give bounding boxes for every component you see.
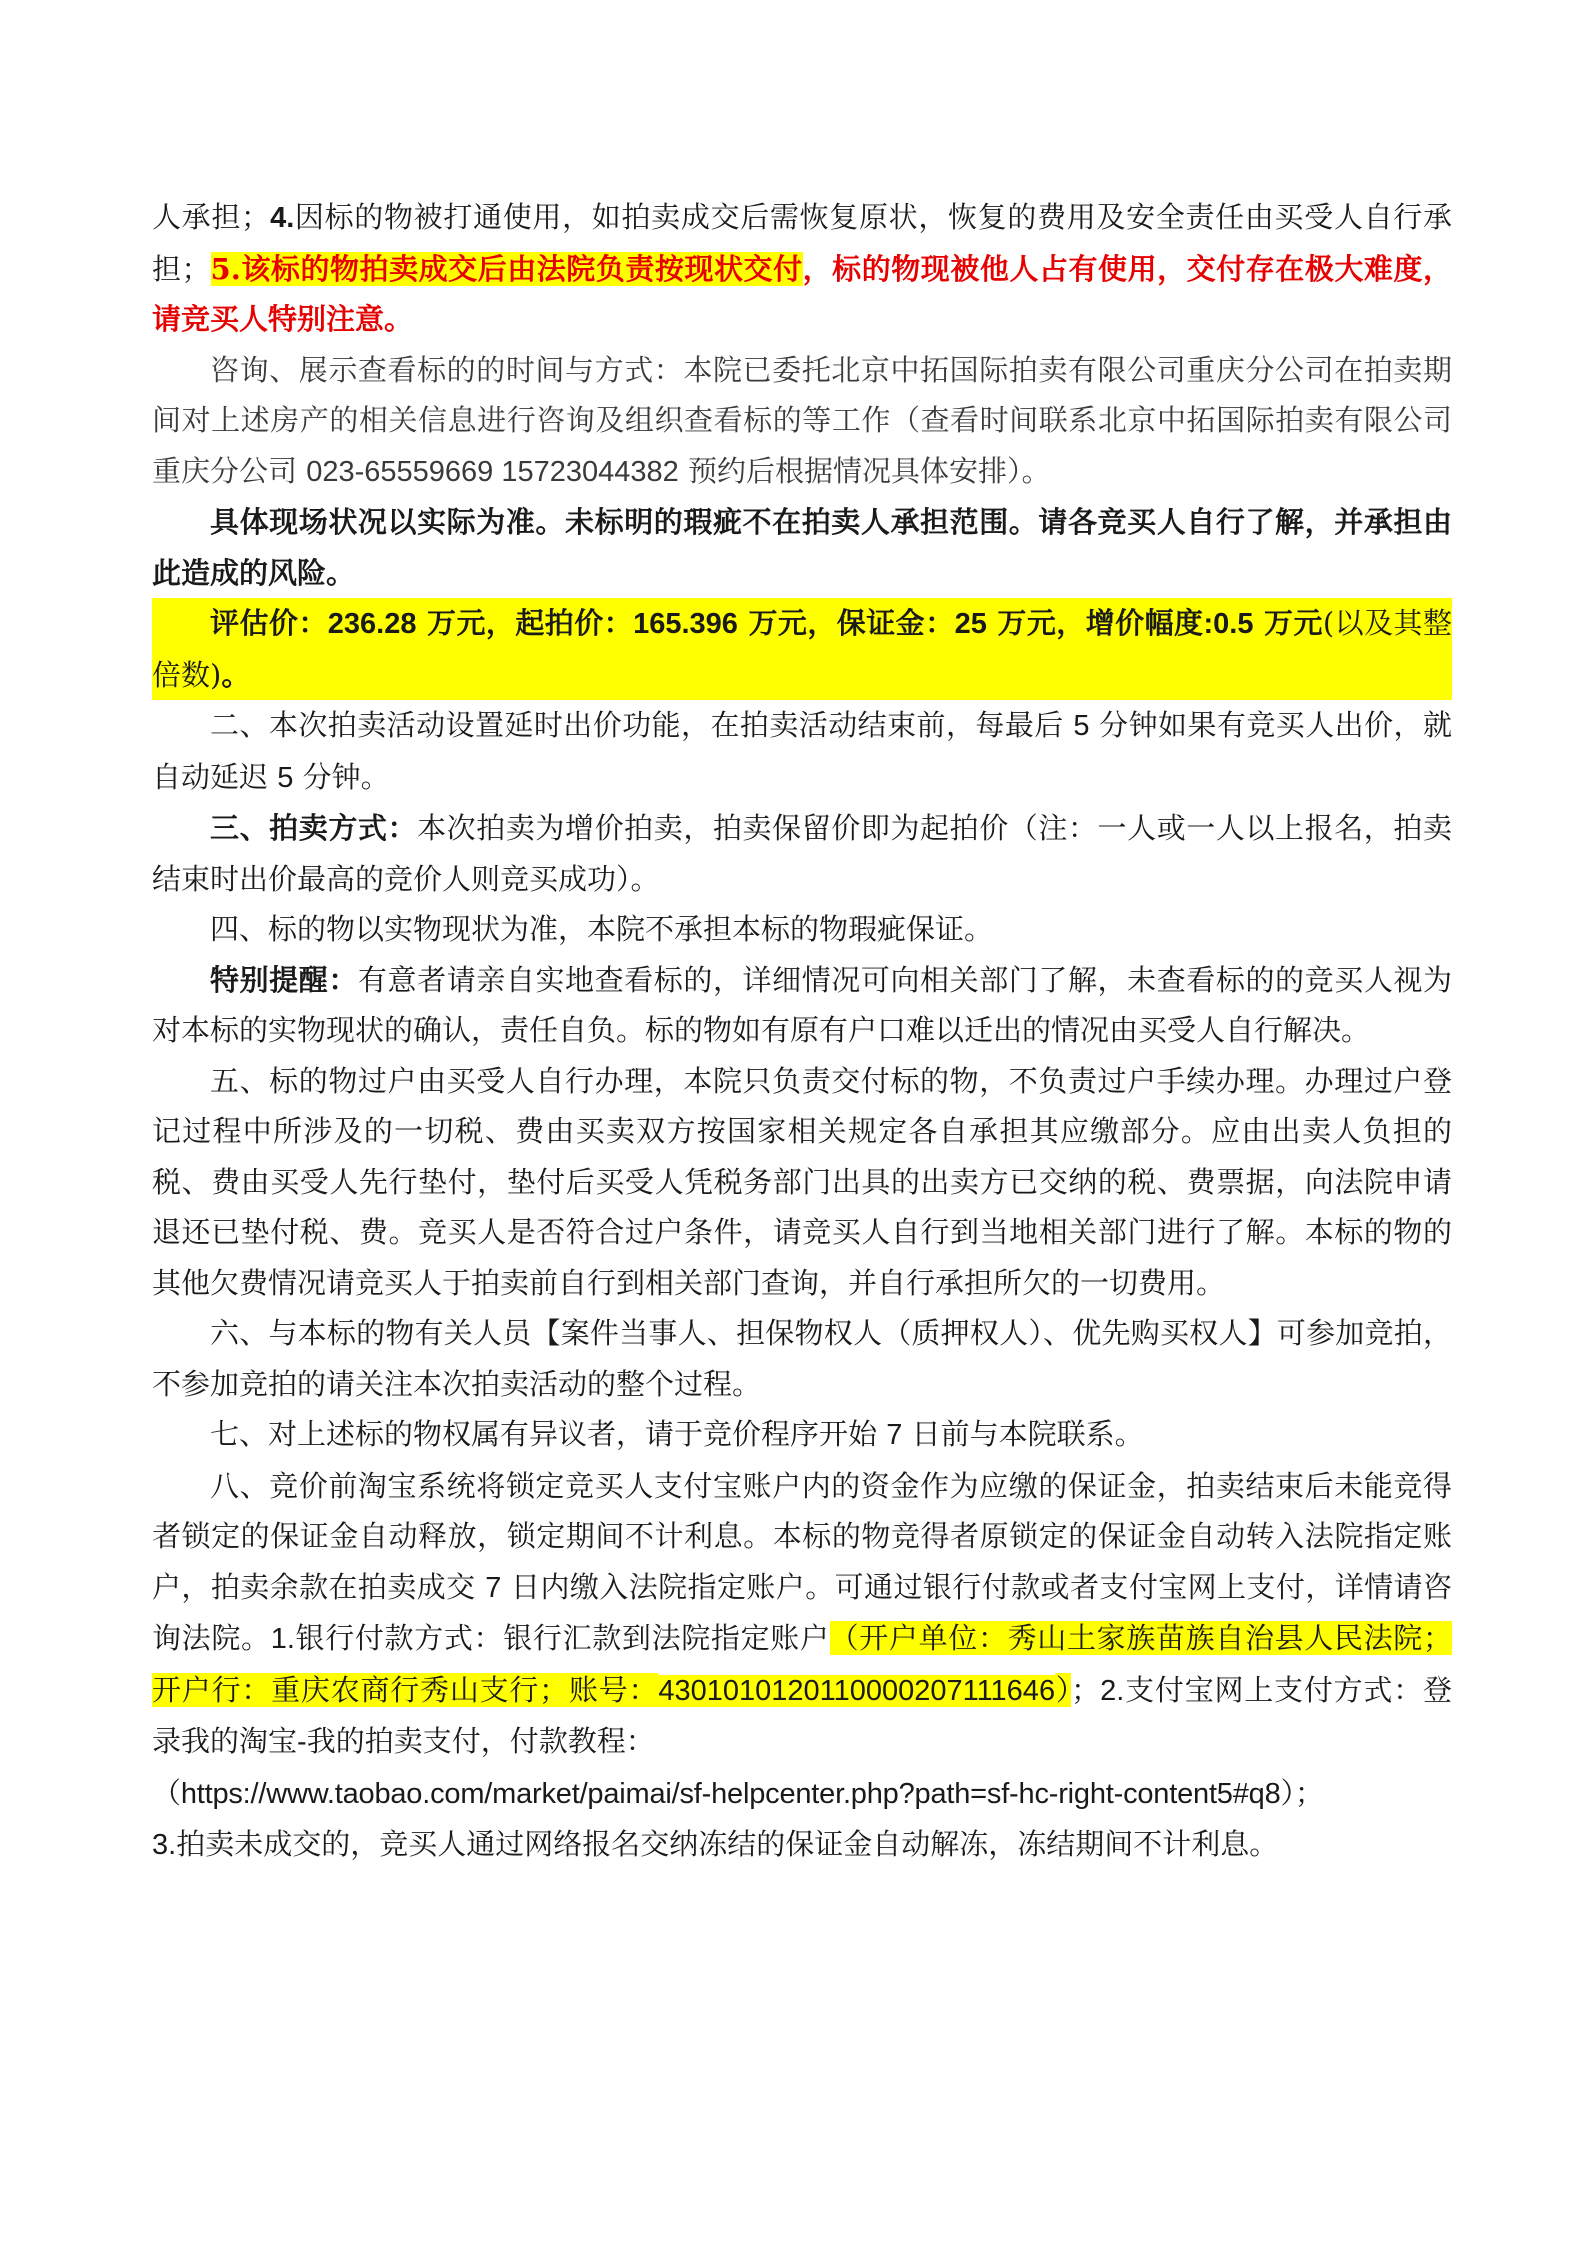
increment-value: :0.5 xyxy=(1203,608,1254,640)
contact-phones: 023-65559669 15723044382 xyxy=(306,455,679,488)
paragraph-related-persons xyxy=(152,1308,1452,1409)
text-run: 银行付款方式：银行汇款到法院指定账户 xyxy=(294,1621,830,1655)
text-run: 有意者请亲自实地查看标的，详细情况可向相关部门了解，未查看标的的竞买人视为对本标的实物现状的确认，责任自负。标的物如有原有户口难以迁出的情况由买受人自行解决。 xyxy=(152,962,1452,1047)
section-label: 三、拍卖方式： xyxy=(210,811,418,845)
paragraph-transfer xyxy=(152,1056,1452,1309)
starting-price-value: 165.396 xyxy=(633,608,738,640)
text-run: - xyxy=(297,1726,307,1758)
text-run: 预约后根据情况具体安排）。 xyxy=(678,453,1051,488)
paragraph-objection xyxy=(152,1409,1452,1461)
deposit-value: 25 xyxy=(954,608,987,640)
text-run: 。 xyxy=(221,657,251,692)
text-run: 五、标的物过户由买受人自行办理，本院只负责交付标的物，不负责过户手续办理。办理过户登记过程中所涉及的一切税、费由买卖双方按国家相关规定各自承担其应缴部分。应由出卖人负担的税、费由买受人先行垫付，垫付后买受人凭税务部门出具的出卖方已交纳的税、费票据，向法院申请退还已垫付税、费。竞买人是否符合过户条件，请竞买人自行到当地相关部门进行了解。本标的物的其他欠费情况请竞买人于拍卖前自行到相关部门查询，并自行承担所欠的一切费用。 xyxy=(152,1063,1452,1300)
text-run: 六、与本标的物有关人员【案件当事人、担保物权人（质押权人）、优先购买权人】可参加竞拍，不参加竞拍的请关注本次拍卖活动的整个过程。 xyxy=(152,1316,1452,1401)
paragraph-payment xyxy=(152,1461,1452,1768)
text-run: ； xyxy=(1071,1672,1101,1707)
text-run: 支付宝网上支付方式：登录我的淘宝 xyxy=(152,1672,1452,1758)
bank-account-info: （开户单位：秀山土家族苗族自治县人民法院；开户行：重庆农商行秀山支行；账号： xyxy=(152,1621,1452,1707)
label-deposit: 万元，保证金： xyxy=(737,606,955,640)
text-run: （ xyxy=(152,1775,181,1810)
paragraph-as-is xyxy=(152,904,1452,955)
item-number: 1. xyxy=(270,1623,295,1655)
text-run: 八、竞价前淘宝系统将锁定竞买人支付宝账户内的资金作为应缴的保证金，拍卖结束后未能竞得者锁定的保证金自动释放，锁定期间不计利息。本标的物竞得者原锁定的保证金自动转入法院指定账户，拍卖余款在拍卖成交 xyxy=(152,1468,1452,1604)
number: 7 xyxy=(886,1419,903,1451)
text-run: 二、本次拍卖活动设置延时出价功能，在拍卖活动结束前，每最后 xyxy=(210,708,1074,742)
text-run: ） xyxy=(1055,1672,1072,1707)
paragraph-delay-bidding xyxy=(152,700,1452,803)
label-appraisal: 评估价： xyxy=(210,606,328,640)
text-run: 因标的物被打通使用，如拍卖成交后需恢复原状，恢复的费用及安全责任由买受人自行承担； xyxy=(152,200,1452,286)
paragraph-unsold xyxy=(152,1819,1452,1871)
item-number: 2. xyxy=(1100,1674,1125,1707)
tutorial-link[interactable]: https://www.taobao.com/market/paimai/sf-helpcenter.php?path=sf-hc-right-content5#q8 xyxy=(180,1777,1281,1810)
multiples-note: (以及其整倍数) xyxy=(152,606,1452,692)
number: 5 xyxy=(1073,710,1090,742)
unit: 万元 xyxy=(1253,606,1323,640)
highlighted-warning: 5.该标的物拍卖成交后由法院负责按现状交付 xyxy=(210,251,803,286)
appraisal-value: 236.28 xyxy=(327,608,417,640)
document-body xyxy=(152,192,1452,1871)
section-label: 特别提醒： xyxy=(210,962,358,997)
item-number: 3. xyxy=(152,1829,177,1861)
text-run: 分钟如果有竞买人出价，就自动延迟 xyxy=(152,708,1452,794)
paragraph-price-info xyxy=(152,598,1452,700)
warning-text: ，标的物现被他人占有使用，交付存在极大难度，请竞买人特别注意。 xyxy=(152,251,1452,336)
paragraph-consultation xyxy=(152,345,1452,498)
paragraph-delivery-notice xyxy=(152,192,1452,345)
text-run: 本次拍卖为增价拍卖，拍卖保留价即为起拍价（注：一人或一人以上报名，拍卖结束时出价最高的竞价人则竞买成功）。 xyxy=(152,811,1452,896)
text-run: 四、标的物以实物现状为准，本院不承担本标的物瑕疵保证。 xyxy=(210,912,994,946)
text-run: 人承担； xyxy=(152,200,271,234)
text-run: ）； xyxy=(1280,1775,1324,1810)
text-run: 拍卖未成交的，竞买人通过网络报名交纳冻结的保证金自动解冻，冻结期间不计利息。 xyxy=(176,1827,1279,1861)
number: 7 xyxy=(485,1571,502,1604)
text-run: 我的拍卖支付，付款教程： xyxy=(306,1724,655,1758)
number: 5 xyxy=(277,761,294,794)
bank-account-number: 4301010120110000207111646 xyxy=(658,1674,1056,1707)
paragraph-auction-method xyxy=(152,803,1452,904)
paragraph-site-conditions xyxy=(152,497,1452,598)
text-run: 日内缴入法院指定账户。可通过银行付款或者支付宝网上支付，详情请咨询法院。 xyxy=(152,1569,1452,1655)
text-run: 咨询、展示查看标的的时间与方式：本院已委托北京中拓国际拍卖有限公司重庆分公司在拍卖期间对上述房产的相关信息进行咨询及组织查看标的等工作（查看时间联系北京中拓国际拍卖有限公司重庆分公司 xyxy=(152,352,1452,488)
text-run: 七、对上述标的物权属有异议者，请于竞价程序开始 xyxy=(210,1417,887,1451)
label-increment: 万元，增价幅度 xyxy=(986,606,1204,640)
item-number: 4. xyxy=(270,202,295,234)
paragraph-special-reminder xyxy=(152,955,1452,1056)
label-starting-price: 万元，起拍价： xyxy=(416,606,634,640)
text-run: 分钟。 xyxy=(293,759,390,794)
text-run: 具体现场状况以实际为准。未标明的瑕疵不在拍卖人承担范围。请各竞买人自行了解，并承担由此造成的风险。 xyxy=(152,505,1452,590)
paragraph-tutorial-link xyxy=(152,1768,1452,1820)
text-run: 日前与本院联系。 xyxy=(902,1417,1144,1451)
